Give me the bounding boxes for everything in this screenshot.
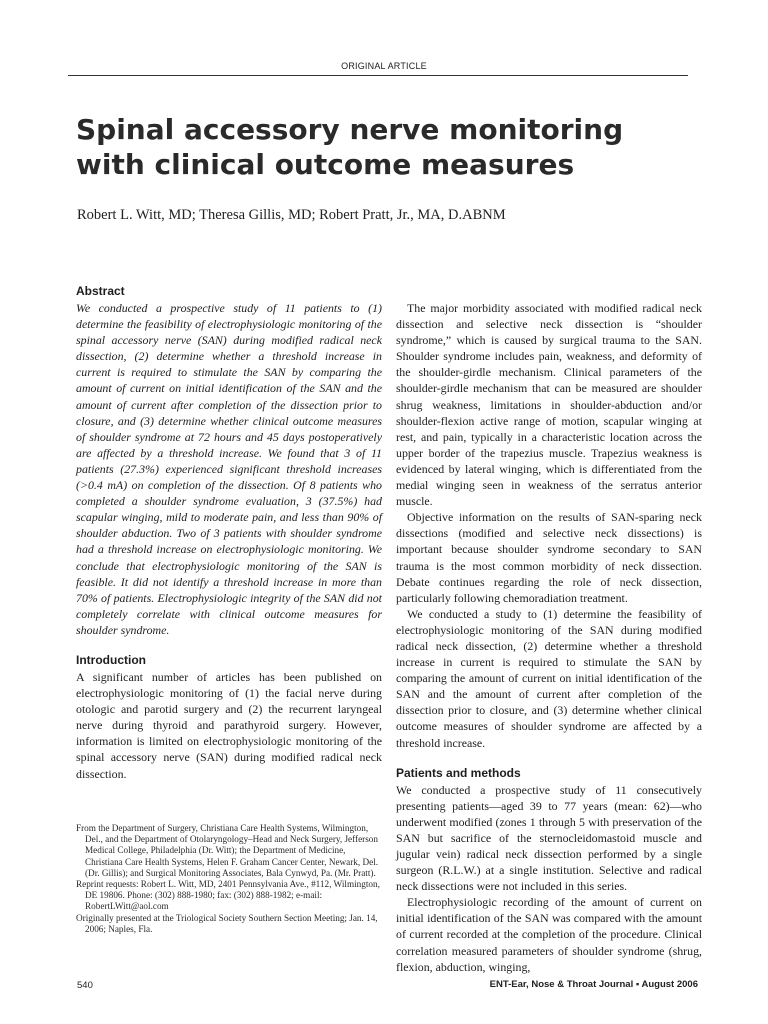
footnotes <box>76 823 382 935</box>
abstract-text: We conducted a prospective study of 11 patients to (1) determine the feasibility of electrophysiologic monitoring of the spinal accessory nerve (SAN) during modified radical neck dissection, (2) determine whether a threshold increase in current is required to stimulate the SAN by comparing the amount of current on initial identification of the SAN and the amount of current after completion of the dissection prior to closure, and (3) determine whether clinical outcome measures of shoulder syndrome at 72 hours and 45 days postoperatively are affected by a threshold increase. We found that 3 of 11 patients (27.3%) experienced significant threshold increases (>0.4 mA) on completion of the dissection. Of 8 patients who completed a shoulder syndrome evaluation, 3 (37.5%) had scapular winging, mild to moderate pain, and less than 90% of shoulder abduction. Two of 3 patients with shoulder syndrome had a threshold increase on electrophysiologic monitoring. We conclude that electrophysiologic monitoring of the SAN is feasible. It did not identify a threshold increase in more than 70% of patients. Electrophysiologic integrity of the SAN did not completely correlate with clinical outcome measures for shoulder syndrome. <box>76 301 382 637</box>
title-line-2: with clinical outcome measures <box>76 148 575 181</box>
methods-paragraph: Electrophysiologic recording of the amount of current on initial identification of the SAN was compared with the amount of current recorded at the completion of the procedure. Clinical correlation measured parameters of shoulder syndrome (shrug, flexion, abduction, winging, <box>396 895 702 974</box>
methods-paragraph: We conducted a prospective study of 11 consecutively presenting patients—aged 39 to 77 years (mean: 62)—who underwent modified (zones 1 through 5 with preservation of the SAN but sacrifice of the sternocleidomastoid muscle and jugular vein) radical neck dissection performed by a single surgeon (R.L.W.) at a single institution. Selective and radical neck dissections were not included in this series. <box>396 782 702 894</box>
article-title <box>76 112 696 182</box>
title-line-1: Spinal accessory nerve monitoring <box>76 113 624 146</box>
affiliation-footnote: From the Department of Surgery, Christiana Care Health Systems, Wilmington, Del., and the Department of Otolaryngology–Head and Neck Surgery, Jefferson Medical College, Philadelphia (Dr. Witt); the Department of Medicine, Christiana Care Health Systems, Helen F. Graham Cancer Center, Newark, Del. (Dr. Gillis); and Surgical Monitoring Associates, Bala Cynwyd, Pa. (Mr. Pratt). <box>76 823 379 878</box>
introduction-heading: Introduction <box>76 652 146 667</box>
abstract-heading: Abstract <box>76 284 125 298</box>
journal-footer: ENT-Ear, Nose & Throat Journal ▪ August 2006 <box>489 979 698 990</box>
introduction-paragraph: Objective information on the results of SAN-sparing neck dissections (modified and selective neck dissections) is important because shoulder syndrome secondary to SAN trauma is the most common morbidity of neck dissection. Debate continues regarding the role of neck dissection, particularly following chemoradiation treatment. <box>396 510 702 605</box>
methods-heading: Patients and methods <box>396 765 521 780</box>
right-column <box>396 300 702 975</box>
reprint-footnote: Reprint requests: Robert L. Witt, MD, 2401 Pennsylvania Ave., #112, Wilmington, DE 19806. Phone: (302) 888-1980; fax: (302) 888-1982; e-mail: RobertLWitt@aol.com <box>76 879 380 912</box>
introduction-paragraph: A significant number of articles has been published on electrophysiologic monitoring of (1) the facial nerve during otologic and parotid surgery and (2) the recurrent laryngeal nerve during thyroid and parathyroid surgery. However, information is limited on electrophysiologic monitoring of the spinal accessory nerve (SAN) during modified radical neck dissection. <box>76 669 382 781</box>
page-number: 540 <box>77 980 93 991</box>
left-column <box>76 283 382 782</box>
author-list: Robert L. Witt, MD; Theresa Gillis, MD; Robert Pratt, Jr., MA, D.ABNM <box>77 207 506 223</box>
header-rule <box>68 75 688 76</box>
presentation-footnote: Originally presented at the Triological Society Southern Section Meeting; Jan. 14, 2006; Naples, Fla. <box>76 912 378 934</box>
section-label: ORIGINAL ARTICLE <box>341 61 427 71</box>
introduction-paragraph: The major morbidity associated with modified radical neck dissection and selective neck dissection is “shoulder syndrome,” which is caused by surgical trauma to the SAN. Shoulder syndrome includes pain, weakness, and deformity of the shoulder-girdle mechanism. Clinical parameters of the shoulder-girdle mechanism that can be measured are shoulder shrug weakness, limitations in shoulder-abduction and/or shoulder-flexion active range of motion, scapular winging at rest, and pain, typically in a characteristic location across the upper border of the trapezius muscle. Trapezius weakness is evidenced by lateral winging, which is differentiated from the medial winging seen in weakness of the serratus anterior muscle. <box>396 301 702 509</box>
introduction-paragraph: We conducted a study to (1) determine the feasibility of electrophysiologic monitoring of the SAN during modified radical neck dissection, (2) determine whether a threshold increase in current is required to stimulate the SAN by comparing the amount of current on initial identification of the SAN and the amount of current after completion of the dissection prior to closure, and (3) determine whether clinical outcome measures of shoulder syndrome are affected by a threshold increase. <box>396 606 702 750</box>
